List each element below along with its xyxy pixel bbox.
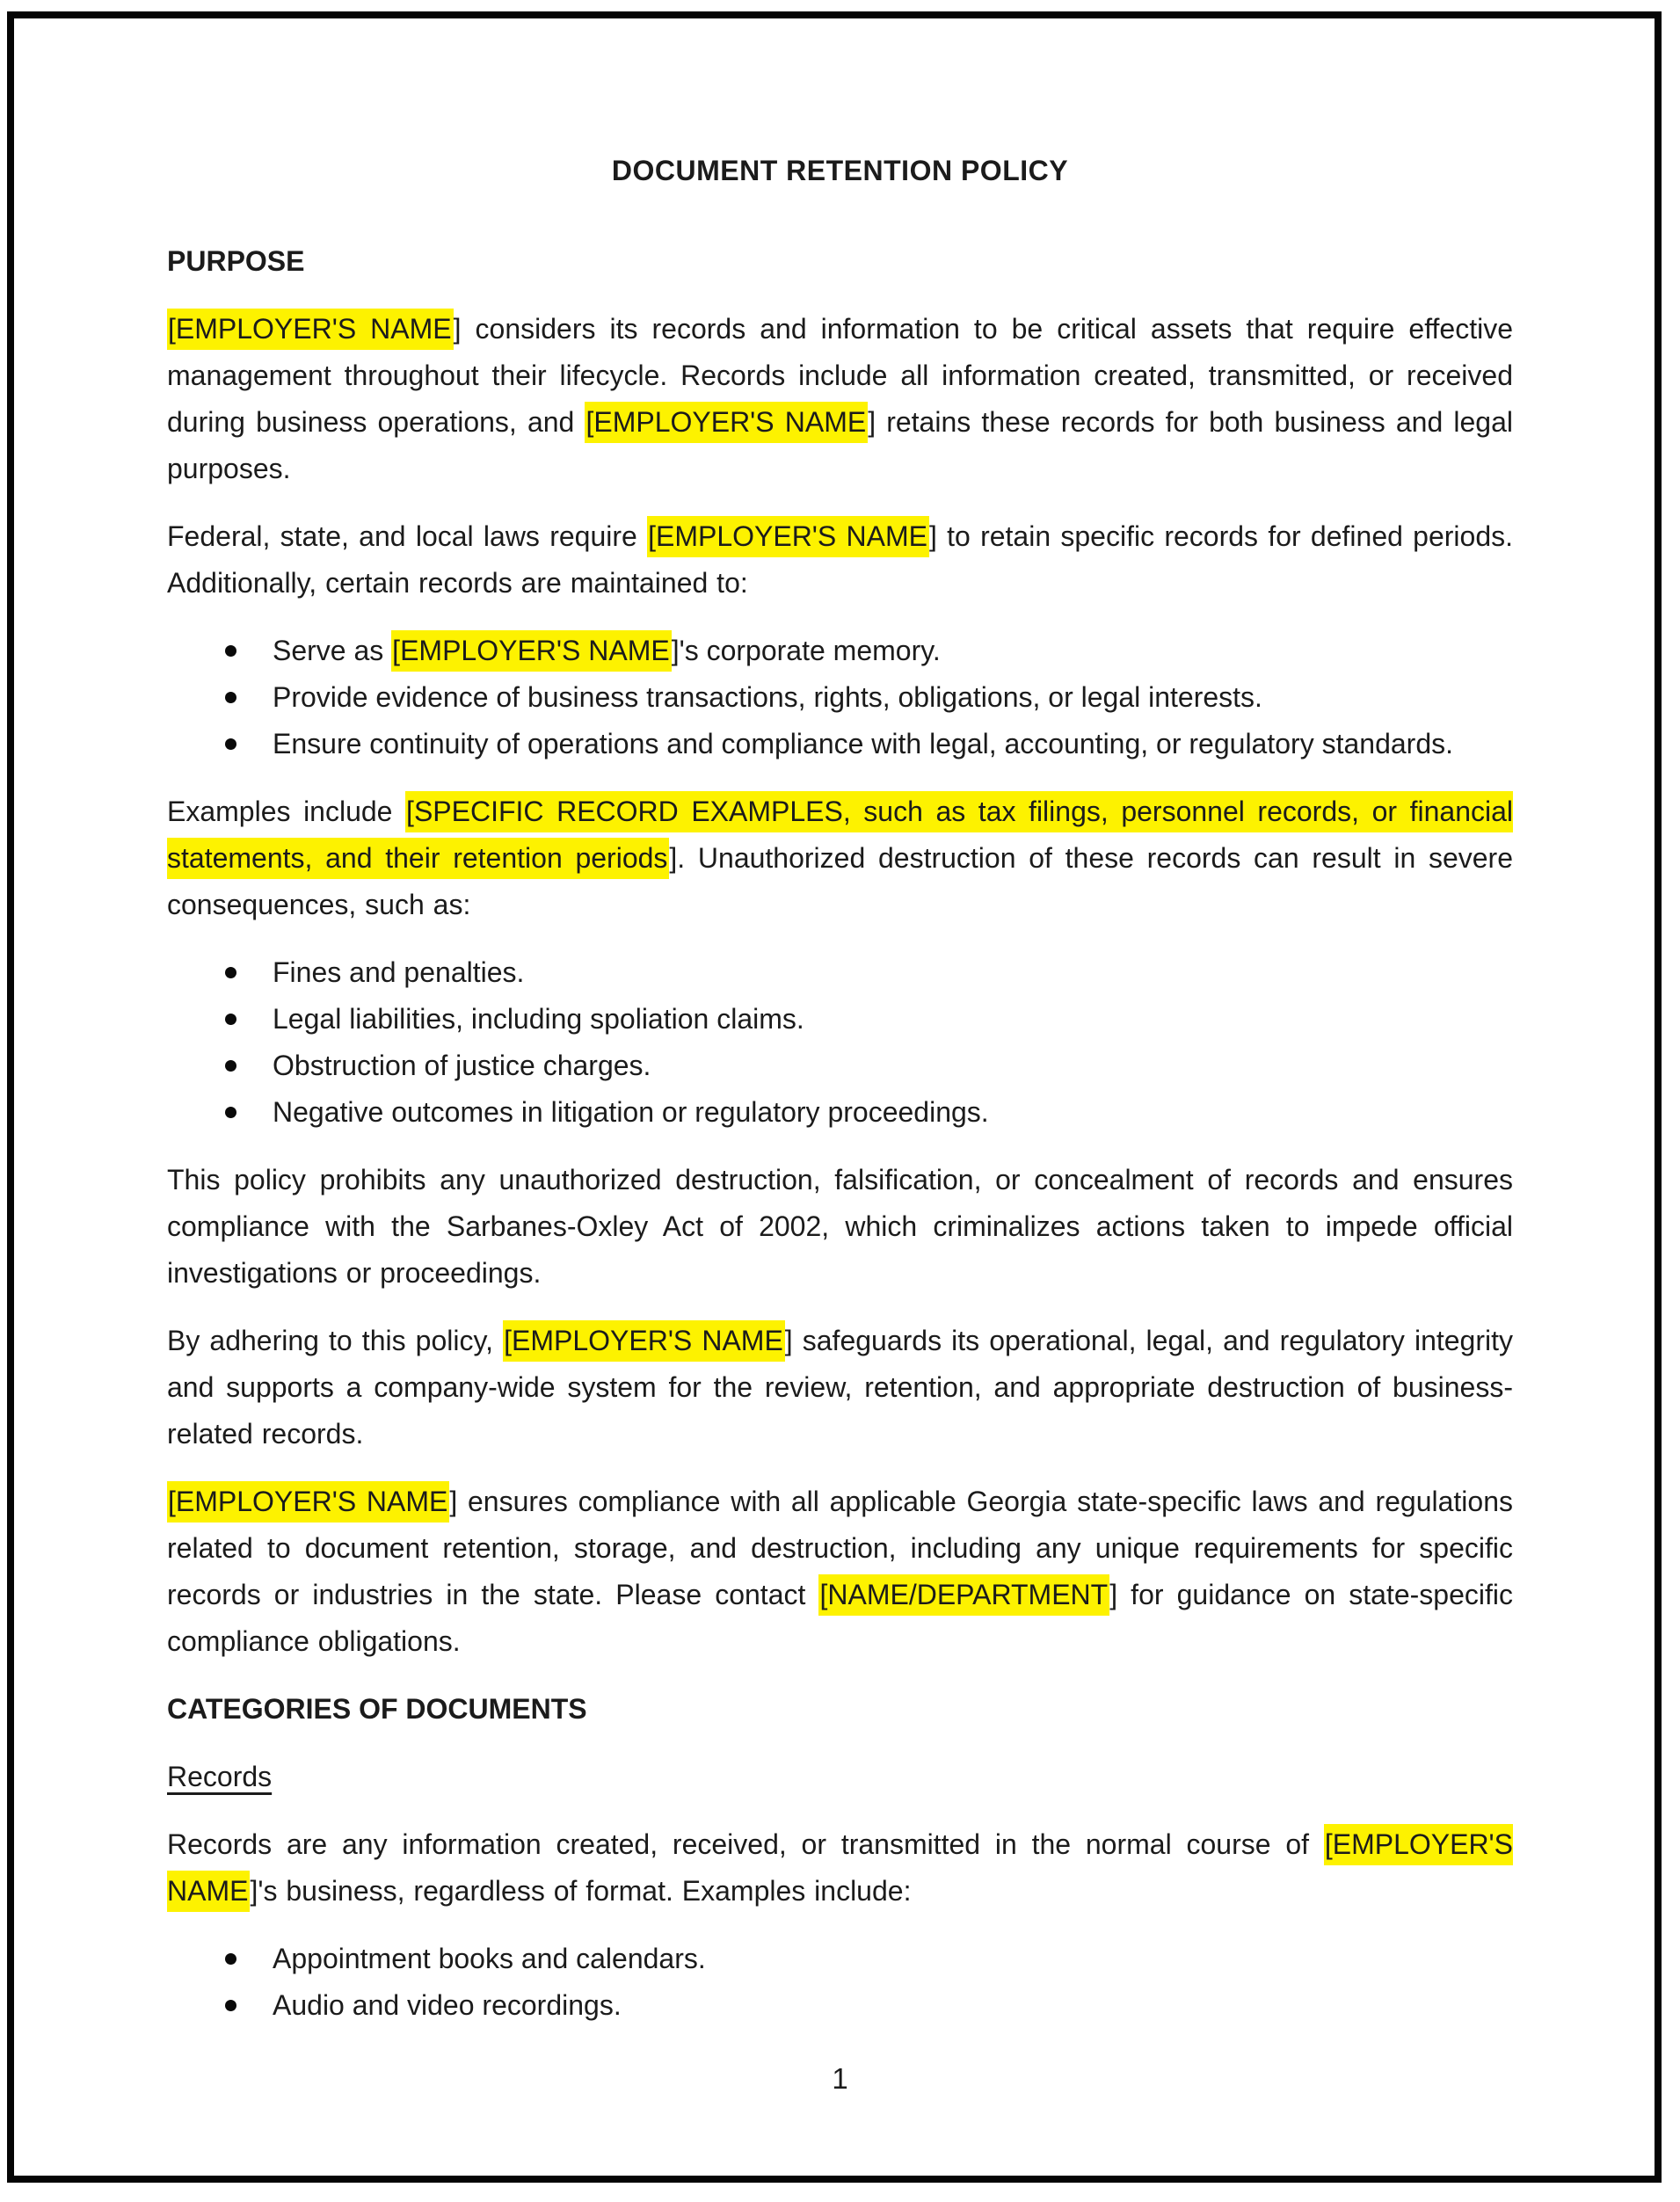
text-run: ] ensures compliance with all applicable Georgia state-specific laws and regulations related to document retention, storage, and destruction, including any unique requirements for specific records or industries in the state. Please contact xyxy=(167,1486,1514,1610)
text-run: Serve as xyxy=(273,635,392,666)
paragraph-purpose-2 xyxy=(167,513,1513,607)
placeholder-record-examples: [SPECIFIC RECORD EXAMPLES, such as tax filings, personnel records, or financial statements, and their retention periods xyxy=(167,791,1513,879)
list-consequences xyxy=(167,949,1513,1136)
document-title: DOCUMENT RETENTION POLICY xyxy=(611,155,1069,186)
placeholder-employers-name: [EMPLOYER'S NAME xyxy=(585,402,868,443)
text-run: Examples include xyxy=(167,796,406,827)
heading-categories: CATEGORIES OF DOCUMENTS xyxy=(167,1693,587,1725)
text-run: ]'s business, regardless of format. Examples include: xyxy=(250,1875,912,1907)
placeholder-employers-name: [EMPLOYER'S NAME xyxy=(167,1481,449,1523)
text-run: ]'s corporate memory. xyxy=(671,635,941,666)
placeholder-name-department: [NAME/DEPARTMENT xyxy=(818,1574,1109,1616)
list-item: Ensure continuity of operations and compliance with legal, accounting, or regulatory standards. xyxy=(273,721,1513,767)
text-run: Federal, state, and local laws require xyxy=(167,520,648,552)
text-run: ] for guidance on state-specific compliance obligations. xyxy=(167,1579,1513,1657)
placeholder-employers-name: [EMPLOYER'S NAME xyxy=(391,630,672,672)
list-item: Negative outcomes in litigation or regulatory proceedings. xyxy=(273,1089,1513,1136)
text-run: ] to retain specific records for defined periods. Additionally, certain records are maintained to: xyxy=(167,520,1514,599)
text-run: By adhering to this policy, xyxy=(167,1325,504,1356)
placeholder-employers-name: [EMPLOYER'S NAME xyxy=(647,516,929,557)
list-records-maintained xyxy=(167,628,1513,767)
paragraph-adherence xyxy=(167,1318,1513,1457)
paragraph-georgia-compliance xyxy=(167,1479,1513,1665)
placeholder-employers-name: [EMPLOYER'S NAME xyxy=(167,1824,1513,1912)
list-item: Fines and penalties. xyxy=(273,949,1513,996)
list-record-examples xyxy=(167,1936,1513,2029)
paragraph-records-definition xyxy=(167,1821,1513,1915)
list-item: Audio and video recordings. xyxy=(273,1982,1513,2029)
paragraph-purpose-1 xyxy=(167,306,1513,492)
list-item xyxy=(273,628,1513,674)
text-run: ] safeguards its operational, legal, and regulatory integrity and supports a company-wide system for the review, retention, and appropriate destruction of business-related records. xyxy=(167,1325,1514,1450)
paragraph-prohibition: This policy prohibits any unauthorized destruction, falsification, or concealment of records and ensures compliance with the Sarbanes-Oxley Act of 2002, which criminalizes actions taken to impede official investigations or proceedings. xyxy=(167,1164,1513,1289)
list-item: Legal liabilities, including spoliation claims. xyxy=(273,996,1513,1043)
text-run: ] retains these records for both business and legal purposes. xyxy=(167,406,1514,484)
list-item: Provide evidence of business transactions, rights, obligations, or legal interests. xyxy=(273,674,1513,721)
heading-records: Records xyxy=(167,1761,273,1792)
document-content xyxy=(167,148,1513,2050)
text-run: Records are any information created, received, or transmitted in the normal course of xyxy=(167,1828,1324,1860)
placeholder-employers-name: [EMPLOYER'S NAME xyxy=(503,1320,785,1362)
paragraph-examples xyxy=(167,789,1513,928)
placeholder-employers-name: [EMPLOYER'S NAME xyxy=(167,309,454,350)
heading-purpose: PURPOSE xyxy=(167,245,305,277)
list-item: Obstruction of justice charges. xyxy=(273,1043,1513,1089)
text-run: ] considers its records and information to be critical assets that require effective management throughout their lifecycle. Records include all information created, transmitted, or received during business operations, and xyxy=(167,313,1514,438)
text-run: ]. Unauthorized destruction of these records can result in severe consequences, such as: xyxy=(167,842,1513,920)
list-item: Appointment books and calendars. xyxy=(273,1936,1513,1982)
page-number: 1 xyxy=(832,2062,848,2095)
